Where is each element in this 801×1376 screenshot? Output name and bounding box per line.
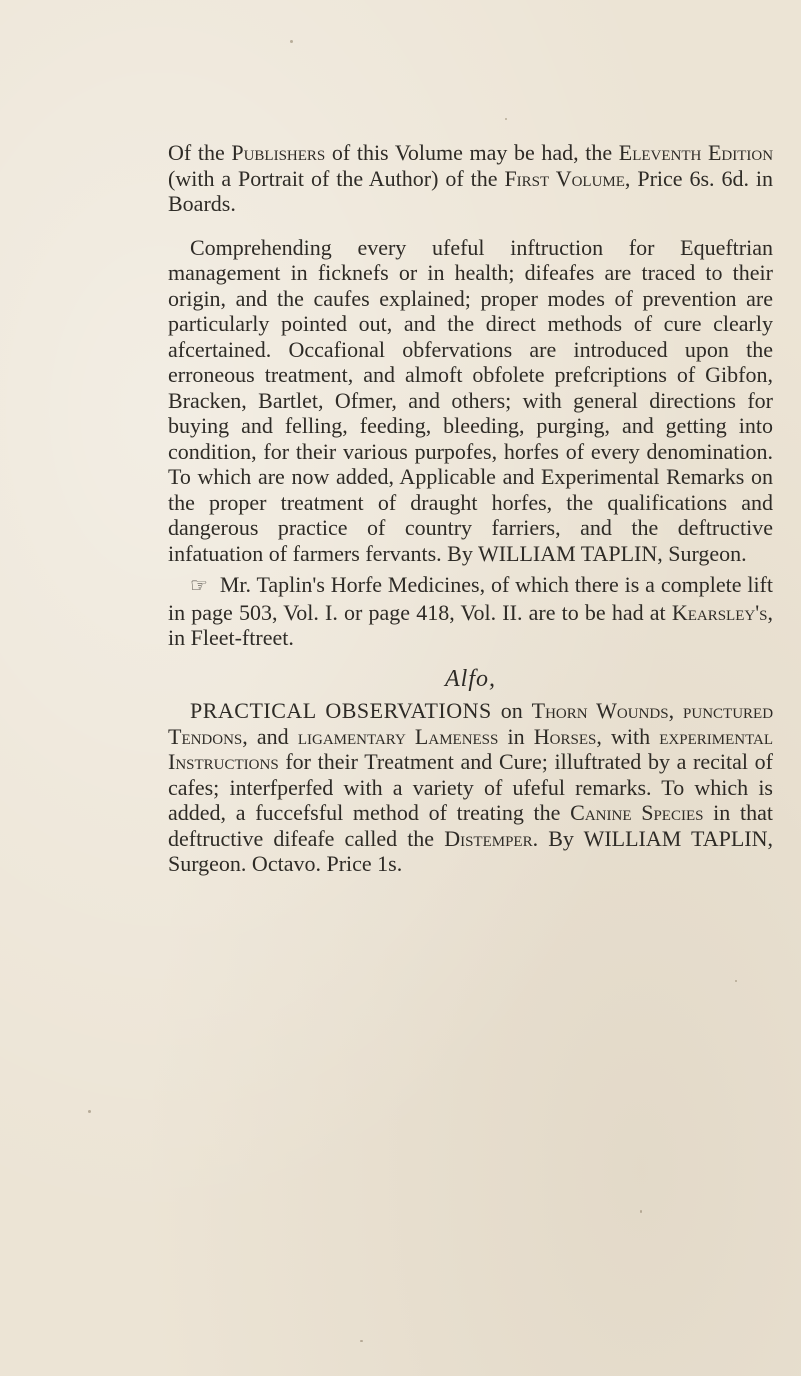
ligamentary-lameness: ligamentary Lameness bbox=[297, 723, 499, 749]
medicines-note bbox=[168, 572, 773, 651]
publishers-label: Publishers bbox=[231, 140, 326, 165]
publisher-note-mid2: (with a Portrait of the Author) of the bbox=[168, 165, 498, 191]
practical-and: and bbox=[256, 723, 289, 749]
practical-body2: in that deftructive difeafe called the bbox=[168, 800, 773, 851]
advertisement-text bbox=[168, 140, 773, 877]
shop-name: Kearsley's, bbox=[671, 599, 774, 625]
thorn-wounds: Thorn Wounds, bbox=[531, 698, 675, 723]
practical-on: on bbox=[500, 698, 523, 723]
practical-paragraph bbox=[168, 698, 773, 877]
edition-label: Eleventh Edition bbox=[618, 140, 774, 165]
medicines-note-post: in Fleet-ftreet. bbox=[168, 625, 294, 650]
experimental-instructions: experimental Instructions bbox=[168, 723, 774, 774]
practical-title: PRACTICAL OBSERVATIONS bbox=[190, 698, 492, 723]
volume-label: First Volume, bbox=[504, 165, 631, 191]
description-paragraph: Comprehending every ufeful inftruction for Equeftrian management in ficknefs or in health; difeafes are traced to their origin, and the caufes explained; proper modes of prevention are particularly pointed out, and the direct methods of cure clearly afcertained. Occafional obfervations are introduced upon the erroneous treatment, and almoft obfolete prefcriptions of Gibfon, Bracken, Bartlet, Ofmer, and others; with general directions for buying and felling, feeding, bleeding, purging, and getting into condition, for their various purpofes, horfes of every denomination. To which are now added, Applicable and Experimental Remarks on the proper treatment of draught horfes, the qualifications and dangerous practice of country farriers, and the deftructive infatuation of farmers fervants. By WILLIAM TAPLIN, Surgeon. bbox=[168, 234, 773, 566]
publisher-note bbox=[168, 140, 773, 217]
practical-author: By WILLIAM TAPLIN, Surgeon. Octavo. Price 1s. bbox=[168, 825, 773, 876]
distemper-label: Distemper. bbox=[444, 825, 539, 851]
also-heading: Alfo, bbox=[445, 665, 496, 692]
punctured-tendons: punctured Tendons, bbox=[168, 698, 774, 749]
medicines-note-pre: Mr. Taplin's Horfe Medicines, of which there is a complete lift in page 503, Vol. I. or page 418, Vol. II. are to be had at bbox=[168, 572, 773, 625]
practical-with: with bbox=[611, 723, 651, 749]
canine-species: Canine Species bbox=[570, 800, 704, 825]
publisher-note-mid1: of this Volume may be had, the bbox=[331, 140, 613, 165]
pointing-hand-icon: ☞ bbox=[190, 575, 208, 597]
publisher-note-prefix: Of the bbox=[168, 140, 225, 165]
practical-body: for their Treatment and Cure; illuftrated by a recital of cafes; interfperfed with a variety of ufeful remarks. To which is added, a fuccefsful method of treating the bbox=[168, 749, 774, 825]
practical-in: in bbox=[507, 723, 525, 749]
publisher-note-suffix: Price 6s. 6d. in Boards. bbox=[168, 165, 774, 216]
horses-label: Horses, bbox=[533, 723, 602, 749]
